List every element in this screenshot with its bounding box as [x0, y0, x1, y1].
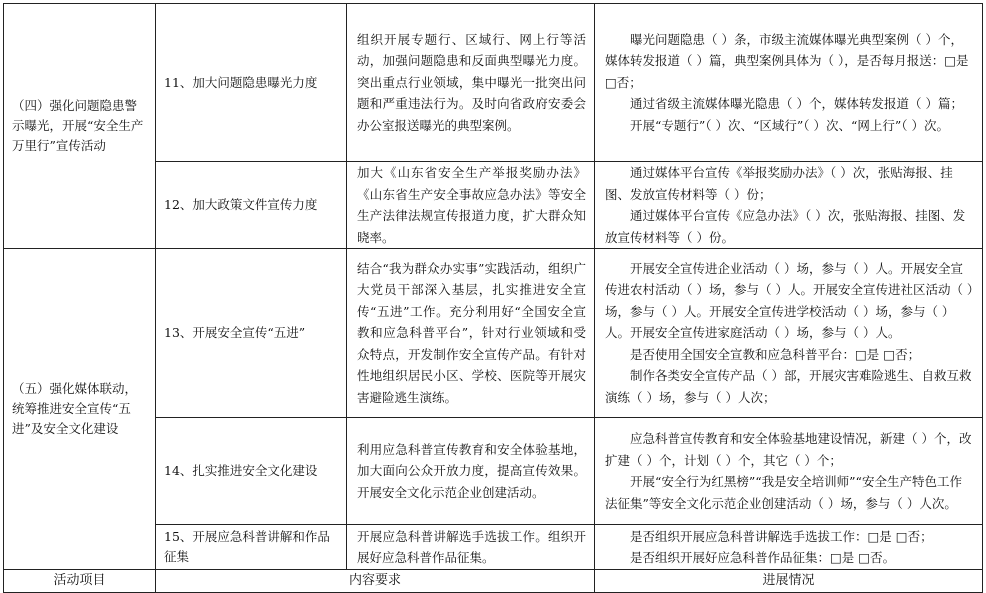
- progress-cell: [595, 162, 983, 249]
- requirement-text: 组织开展专题行、区域行、网上行等活动，加强问题隐患和反面典型曝光力度。突出重点行业领域，集中曝光一批突出问题和严重违法行为。及时向省政府安委会办公室报送曝光的典型案例。: [357, 31, 586, 133]
- progress-line: 制作各类安全宣传产品（ ）部，开展灾害难险逃生、自救互救演练（ ）场，参与（ ）人次；: [605, 368, 972, 405]
- requirement-cell: [347, 4, 595, 162]
- progress-line: 应急科普宣传教育和安全体验基地建设情况，新建（ ）个，改扩建（ ）个，计划（ ）个，其它（ ）个；: [605, 431, 972, 468]
- progress-line: 通过省级主流媒体曝光隐患（ ）个，媒体转发报道（ ）篇；: [630, 96, 963, 112]
- table-row: [4, 4, 983, 162]
- progress-line: 是否组织开展好应急科普作品征集：□是 □否。: [630, 550, 896, 565]
- category-cell: （五）强化媒体联动，统筹推进安全宣传“五进”及安全文化建设: [4, 249, 156, 570]
- item-cell: 12、加大政策文件宣传力度: [156, 162, 347, 249]
- column-header-requirement: 内容要求: [156, 570, 595, 593]
- progress-line: 是否使用全国安全宣教和应急科普平台：□是 □否；: [630, 346, 921, 362]
- progress-cell: [595, 249, 983, 418]
- progress-line: 曝光问题隐患（ ）条，市级主流媒体曝光典型案例（ ）个，媒体转发报道（ ）篇，典型案例具体为（ ），是否每月报送：□是 □否；: [605, 31, 969, 90]
- item-cell: 11、加大问题隐患曝光力度: [156, 4, 347, 162]
- column-header-activity: 活动项目: [4, 570, 156, 593]
- column-header-progress: 进展情况: [595, 570, 983, 593]
- progress-cell: [595, 418, 983, 525]
- table-row: [4, 249, 983, 418]
- progress-line: 开展“专题行”（ ）次、“区域行”（ ）次、“网上行”（ ）次。: [630, 117, 950, 133]
- item-cell: 13、开展安全宣传“五进”: [156, 249, 347, 418]
- requirement-text: 开展应急科普讲解选手选拔工作。组织开展好应急科普作品征集。: [357, 528, 586, 565]
- progress-cell: [595, 525, 983, 570]
- progress-cell: [595, 4, 983, 162]
- progress-line: 开展“安全行为红黑榜”“我是安全培训师”“安全生产特色工作法征集”等安全文化示范企业创建活动（ ）场，参与（ ）人次。: [605, 474, 962, 511]
- category-cell: （四）强化问题隐患警示曝光，开展“安全生产万里行”宣传活动: [4, 4, 156, 249]
- requirement-text: 结合“我为群众办实事”实践活动，组织广大党员干部深入基层，扎实推进安全宣传“五进”工作。充分利用好“全国安全宣教和应急科普平台”，针对行业领域和受众特点，开发制作安全宣传产品。有针对性地组织居民小区、学校、医院等开展灾害避险逃生演练。: [357, 260, 586, 405]
- item-cell: 14、扎实推进安全文化建设: [156, 418, 347, 525]
- item-cell: 15、开展应急科普讲解和作品征集: [156, 525, 347, 570]
- table-header-row: [4, 570, 983, 593]
- requirement-cell: [347, 418, 595, 525]
- requirement-cell: [347, 525, 595, 570]
- requirement-cell: [347, 162, 595, 249]
- progress-line: 通过媒体平台宣传《举报奖励办法》（ ）次，张贴海报、挂图、发放宣传材料等（ ）份；: [605, 165, 953, 202]
- progress-table: [3, 3, 983, 593]
- requirement-text: 加大《山东省安全生产举报奖励办法》《山东省生产安全事故应急办法》等安全生产法律法规宣传报道力度，扩大群众知晓率。: [357, 165, 586, 245]
- progress-line: 是否组织开展应急科普讲解选手选拔工作：□是 □否；: [630, 528, 933, 544]
- requirement-text: 利用应急科普宣传教育和安全体验基地，加大面向公众开放力度，提高宣传效果。开展安全文化示范企业创建活动。: [357, 441, 586, 500]
- progress-line: 通过媒体平台宣传《应急办法》（ ）次，张贴海报、挂图、发放宣传材料等（ ）份。: [605, 208, 966, 245]
- progress-line: 开展安全宣传进企业活动（ ）场，参与（ ）人。开展安全宣传进农村活动（ ）场，参与（ ）人。开展安全宣传进社区活动（ ）场，参与（ ）人。开展安全宣传进学校活动（ ）场，参与（ ）人。开展安全宣传进家庭活动（ ）场，参与（ ）人。: [605, 260, 974, 341]
- requirement-cell: [347, 249, 595, 418]
